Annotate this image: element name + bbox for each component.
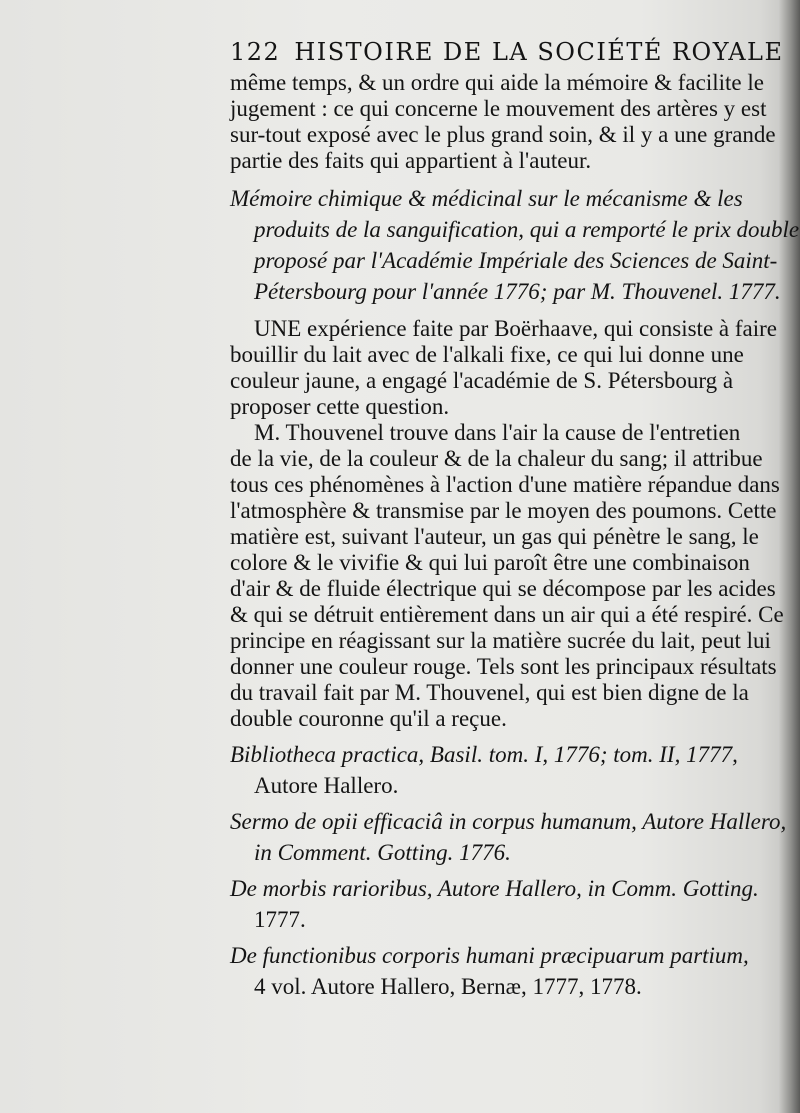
text-line: jugement : ce qui concerne le mouvement des artères y est [230, 96, 767, 121]
running-title: HISTOIRE DE LA SOCIÉTÉ ROYALE [294, 38, 784, 66]
bibliography-entry: Sermo de opii efficaciâ in corpus humanum, Autore Hallero, [230, 809, 787, 834]
text-line: colore & le vivifie & qui lui paroît être une combinaison [230, 550, 750, 575]
page-number: 122 [230, 38, 281, 66]
bibliography-entry: Autore Hallero. [254, 773, 399, 798]
text-line: M. Thouvenel trouve dans l'air la cause de l'entretien [254, 420, 741, 445]
text-line: bouillir du lait avec de l'alkali fixe, ce qui lui donne une [230, 342, 744, 367]
entry-title-line: Mémoire chimique & médicinal sur le mécanisme & les [230, 186, 743, 211]
text-line: proposer cette question. [230, 394, 450, 419]
text-line: donner une couleur rouge. Tels sont les principaux résultats [230, 654, 777, 679]
text-line: même temps, & un ordre qui aide la mémoire & facilite le [230, 70, 764, 95]
text-line: & qui se détruit entièrement dans un air qui a été respiré. Ce [230, 602, 784, 627]
entry-title-line: Pétersbourg pour l'année 1776; par M. Thouvenel. 1777. [254, 279, 781, 304]
text-line: matière est, suivant l'auteur, un gas qui pénètre le sang, le [230, 524, 759, 549]
bibliography-entry: 1777. [254, 907, 306, 932]
bibliography-entry: De functionibus corporis humani præcipuarum partium, [230, 943, 749, 968]
entry-title-line: proposé par l'Académie Impériale des Sciences de Saint- [254, 248, 778, 273]
text-line: du travail fait par M. Thouvenel, qui est bien digne de la [230, 680, 749, 705]
bibliography-entry: 4 vol. Autore Hallero, Bernæ, 1777, 1778. [254, 974, 642, 999]
text-line: l'atmosphère & transmise par le moyen des poumons. Cette [230, 498, 777, 523]
text-line: sur-tout exposé avec le plus grand soin, & il y a une grande [230, 122, 776, 147]
text-line: principe en réagissant sur la matière sucrée du lait, peut lui [230, 628, 771, 653]
text-line: d'air & de fluide électrique qui se décompose par les acides [230, 576, 776, 601]
text-line: de la vie, de la couleur & de la chaleur du sang; il attribue [230, 446, 763, 471]
text-line: couleur jaune, a engagé l'académie de S. Pétersbourg à [230, 368, 734, 393]
bibliography-entry: Bibliotheca practica, Basil. tom. I, 1776; tom. II, 1777, [230, 742, 738, 767]
text-line: tous ces phénomènes à l'action d'une matière répandue dans [230, 472, 780, 497]
entry-title-line: produits de la sanguification, qui a remporté le prix double [254, 217, 800, 242]
text-line: double couronne qu'il a reçue. [230, 706, 507, 731]
text-line: partie des faits qui appartient à l'auteur. [230, 148, 592, 173]
text-line: UNE expérience faite par Boërhaave, qui consiste à faire [254, 316, 777, 341]
page-header [230, 38, 784, 66]
page-gutter-shadow [778, 0, 800, 1113]
bibliography-entry: in Comment. Gotting. 1776. [254, 840, 511, 865]
bibliography-entry: De morbis rarioribus, Autore Hallero, in Comm. Gotting. [230, 876, 759, 901]
